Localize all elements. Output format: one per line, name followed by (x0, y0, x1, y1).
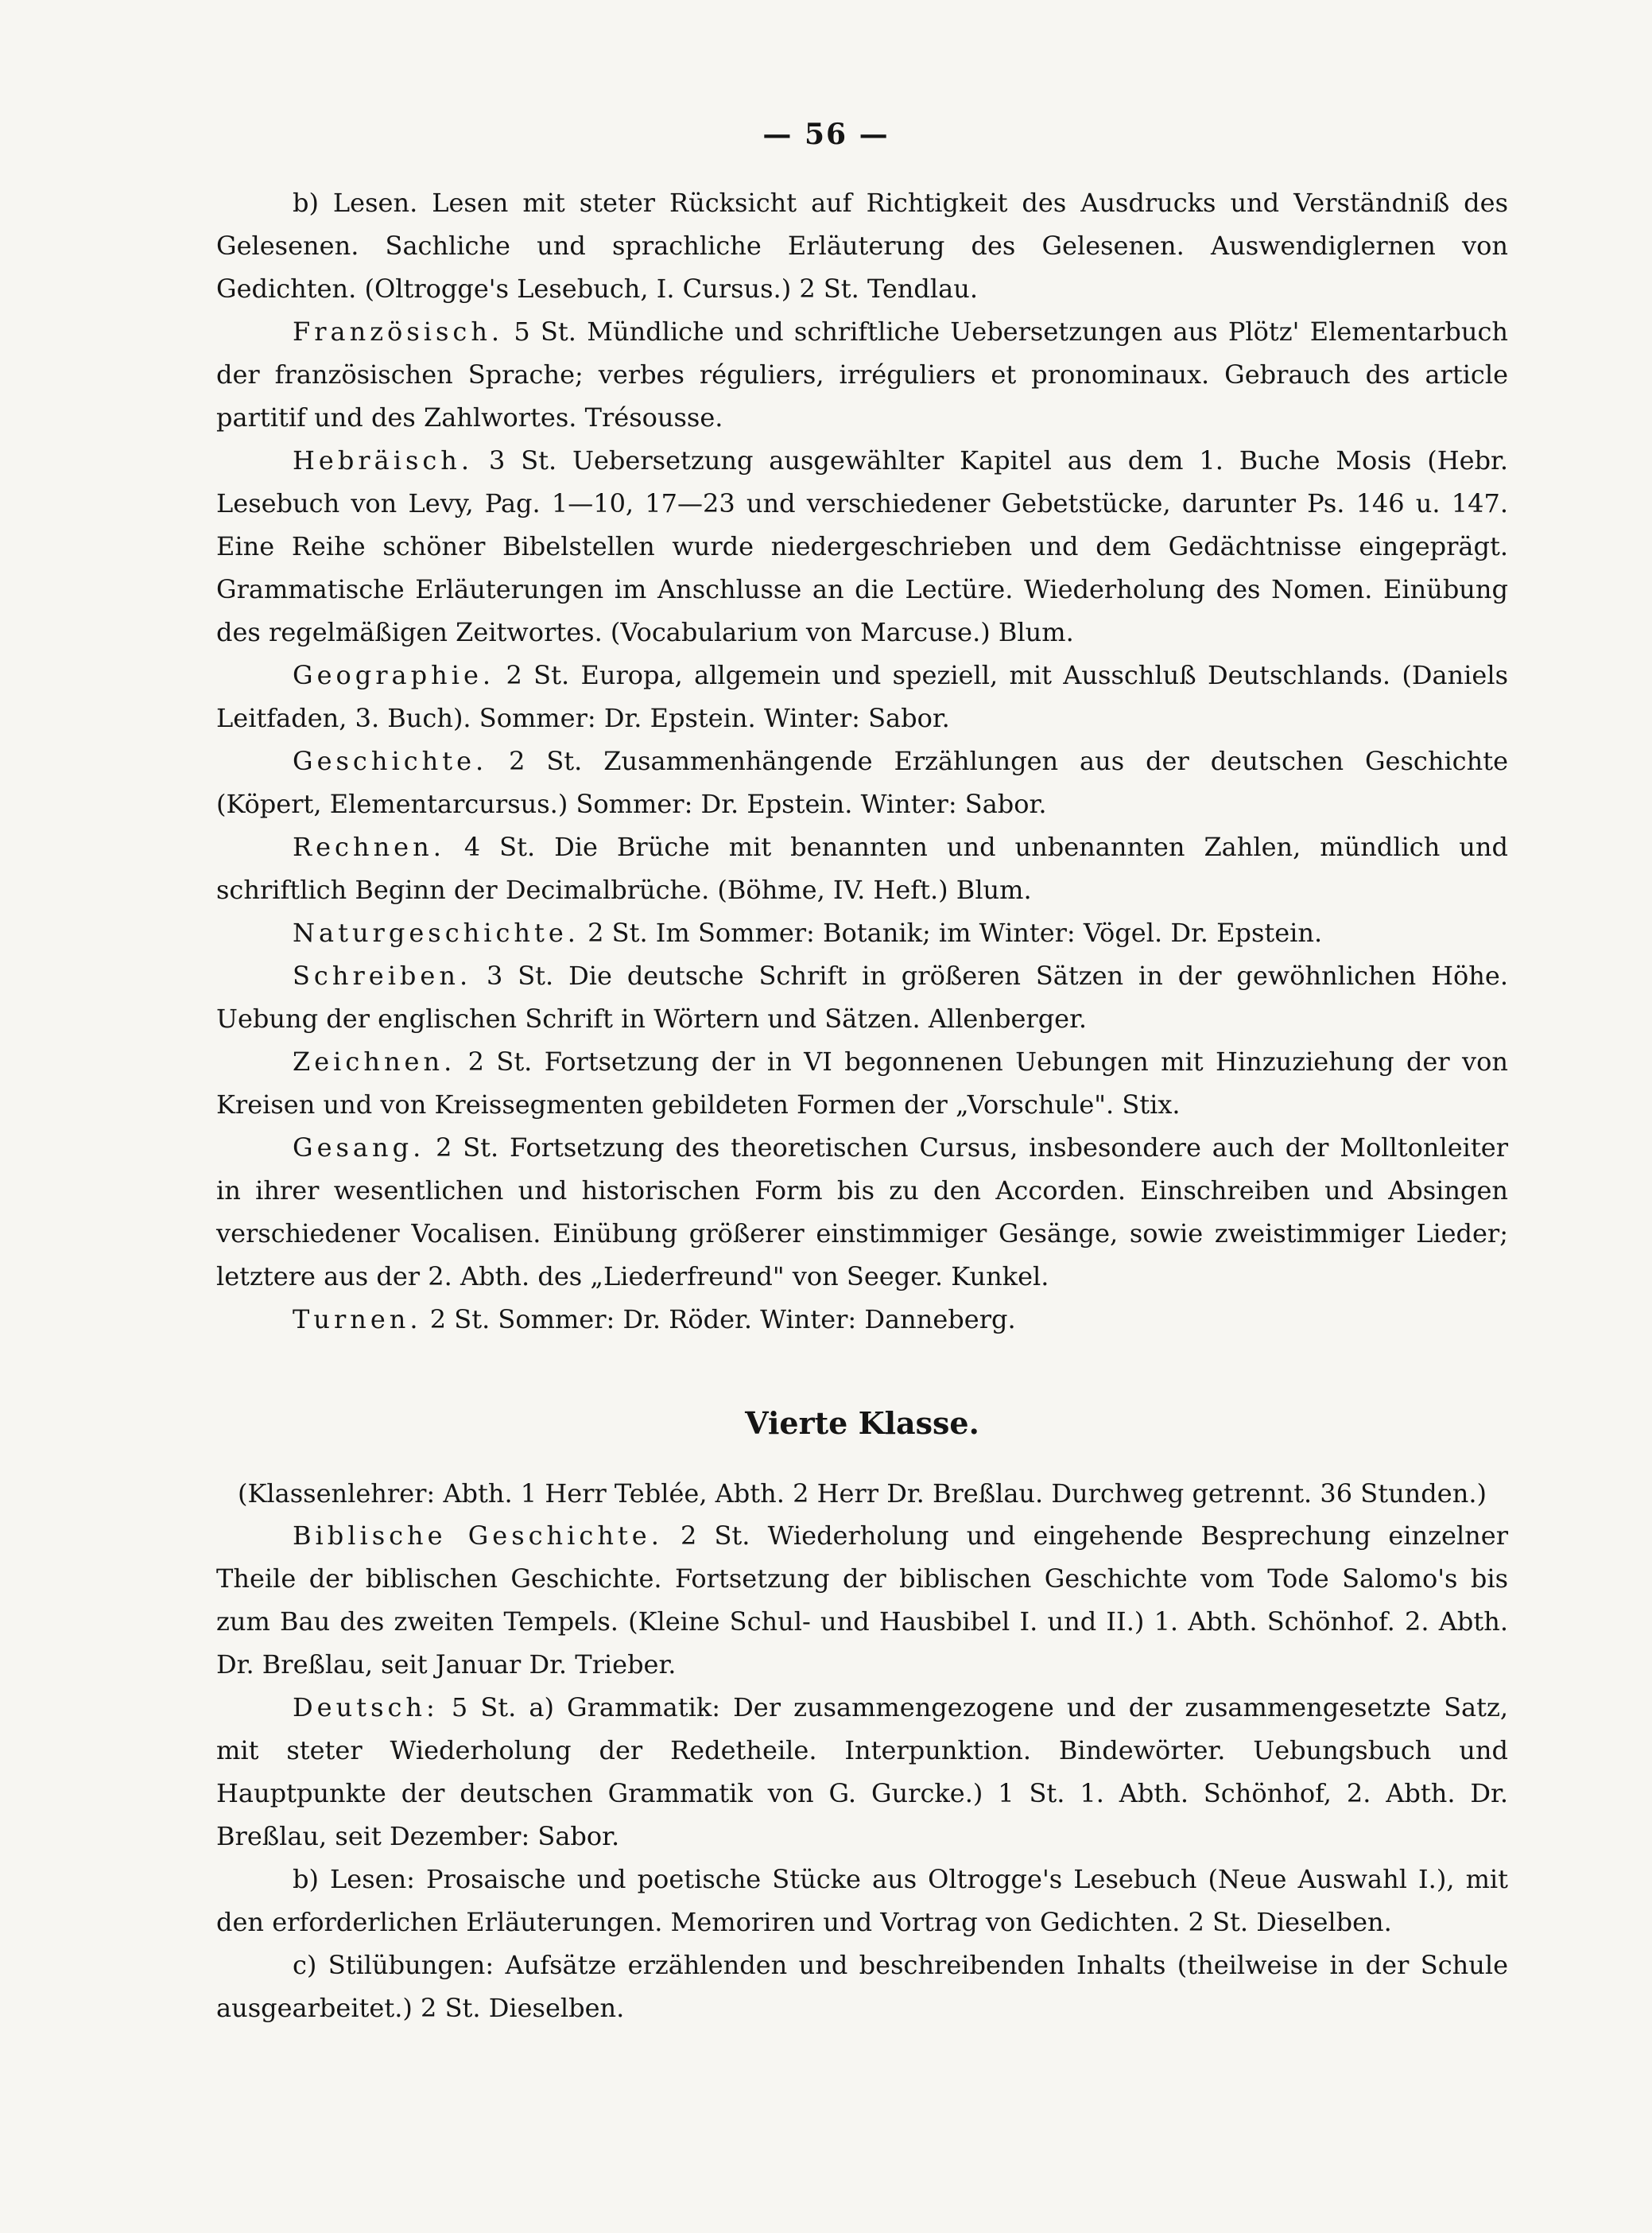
paragraph-text: 5 St. a) Grammatik: Der zusammengezogene und der zusammengesetzte Satz, mit steter Wiederholung der Redetheile. Interpunktion. Bindewörter. Uebungsbuch und Hauptpunkte der deutschen Grammatik von G. Gurcke.) 1 St. 1. Abth. Schönhof, 2. Abth. Dr. Breßlau, seit Dezember: Sabor. (216, 1692, 1508, 1851)
paragraph-deutsch-lesen (216, 1858, 1508, 1944)
paragraph-turnen (216, 1298, 1508, 1341)
subject-heading: Deutsch: (293, 1692, 439, 1722)
subject-heading: Gesang. (293, 1132, 425, 1163)
paragraph-text: c) Stilübungen: Aufsätze erzählenden und beschreibenden Inhalts (theilweise in der Schule ausgearbeitet.) 2 St. Dieselben. (216, 1950, 1508, 2023)
subject-heading: Turnen. (293, 1304, 422, 1334)
section-title: Vierte Klasse. (745, 1405, 979, 1441)
paragraph-deutsch (216, 1686, 1508, 1858)
paragraph-deutsch-stiluebungen (216, 1944, 1508, 2029)
document-body (216, 181, 1508, 2029)
paragraph-text: 2 St. Fortsetzung des theoretischen Cursus, insbesondere auch der Molltonleiter in ihrer wesentlichen und historischen Form bis zu den Accorden. Einschreiben und Absingen verschiedener Vocalisen. Einübung größerer einstimmiger Gesänge, sowie zweistimmiger Lieder; letztere aus der 2. Abth. des „Liederfreund" von Seeger. Kunkel. (216, 1132, 1509, 1291)
paragraph-schreiben (216, 954, 1508, 1040)
subject-heading: Naturgeschichte. (293, 918, 580, 948)
paragraph-text: b) Lesen: Prosaische und poetische Stücke aus Oltrogge's Lesebuch (Neue Auswahl I.), mit den erforderlichen Erläuterungen. Memoriren und Vortrag von Gedichten. 2 St. Dieselben. (216, 1864, 1508, 1937)
paragraph-text: 2 St. Europa, allgemein und speziell, mit Ausschluß Deutschlands. (Daniels Leitfaden, 3. Buch). Sommer: Dr. Epstein. Winter: Sabor. (216, 660, 1509, 733)
subject-heading: Hebräisch. (293, 445, 474, 476)
paragraph-naturgeschichte (216, 911, 1508, 954)
paragraph-franzoesisch (216, 310, 1508, 439)
paragraph-text: 3 St. Uebersetzung ausgewählter Kapitel aus dem 1. Buche Mosis (Hebr. Lesebuch von Levy, Pag. 1—10, 17—23 und verschiedener Gebetstücke, darunter Ps. 146 u. 147. Eine Reihe schöner Bibelstellen wurde niedergeschrieben und dem Gedächtnisse eingeprägt. Grammatische Erläuterungen im Anschlusse an die Lectüre. Wiederholung des Nomen. Einübung des regelmäßigen Zeitwortes. (Vocabularium von Marcuse.) Blum. (216, 445, 1509, 647)
subject-heading: Geschichte. (293, 746, 488, 776)
paragraph-gesang (216, 1126, 1508, 1298)
subject-heading: Französisch. (293, 317, 504, 347)
paragraph-text: 5 St. Mündliche und schriftliche Uebersetzungen aus Plötz' Elementarbuch der französischen Sprache; verbes réguliers, irréguliers et pronominaux. Gebrauch des article partitif und des Zahlwortes. Trésousse. (216, 317, 1509, 433)
paragraph-rechnen (216, 825, 1508, 911)
paragraph-text: 3 St. Die deutsche Schrift in größeren Sätzen in der gewöhnlichen Höhe. Uebung der englischen Schrift in Wörtern und Sätzen. Allenberger. (216, 961, 1509, 1034)
paragraph-zeichnen (216, 1040, 1508, 1126)
paragraph-text: 2 St. Sommer: Dr. Röder. Winter: Danneberg. (429, 1304, 1016, 1334)
paragraph-text: b) Lesen. Lesen mit steter Rücksicht auf Richtigkeit des Ausdrucks und Verständniß des Gelesenen. Sachliche und sprachliche Erläuterung des Gelesenen. Auswendiglernen von Gedichten. (Oltrogge's Lesebuch, I. Cursus.) 2 St. Tendlau. (216, 188, 1508, 304)
paragraph-text: 2 St. Im Sommer: Botanik; im Winter: Vögel. Dr. Epstein. (588, 918, 1323, 948)
subject-heading: Zeichnen. (293, 1047, 456, 1077)
paragraph-lesen (216, 181, 1508, 310)
subject-heading: Schreiben. (293, 961, 472, 991)
class-teacher-info: (Klassenlehrer: Abth. 1 Herr Teblée, Abth. 2 Herr Dr. Breßlau. Durchweg getrennt. 36 Stunden.) (238, 1478, 1487, 1509)
subject-heading: Geographie. (293, 660, 495, 690)
paragraph-geographie (216, 654, 1508, 740)
paragraph-text: 4 St. Die Brüche mit benannten und unbenannten Zahlen, mündlich und schriftlich Beginn der Decimalbrüche. (Böhme, IV. Heft.) Blum. (216, 832, 1509, 905)
paragraph-text: 2 St. Fortsetzung der in VI begonnenen Uebungen mit Hinzuziehung der von Kreisen und von Kreissegmenten gebildeten Formen der „Vorschule". Stix. (216, 1047, 1509, 1120)
subject-heading: Biblische Geschichte. (293, 1520, 663, 1551)
paragraph-biblische-geschichte (216, 1514, 1508, 1686)
paragraph-text: 2 St. Wiederholung und eingehende Besprechung einzelner Theile der biblischen Geschichte. Fortsetzung der biblischen Geschichte vom Tode Salomo's bis zum Bau des zweiten Tempels. (Kleine Schul- und Hausbibel I. und II.) 1. Abth. Schönhof. 2. Abth. Dr. Breßlau, seit Januar Dr. Trieber. (216, 1520, 1509, 1680)
paragraph-geschichte (216, 740, 1508, 825)
paragraph-text: 2 St. Zusammenhängende Erzählungen aus der deutschen Geschichte (Köpert, Elementarcursus.) Sommer: Dr. Epstein. Winter: Sabor. (216, 746, 1508, 819)
paragraph-hebraeisch (216, 439, 1508, 654)
page-number: — 56 — (762, 118, 890, 151)
subject-heading: Rechnen. (293, 832, 445, 862)
